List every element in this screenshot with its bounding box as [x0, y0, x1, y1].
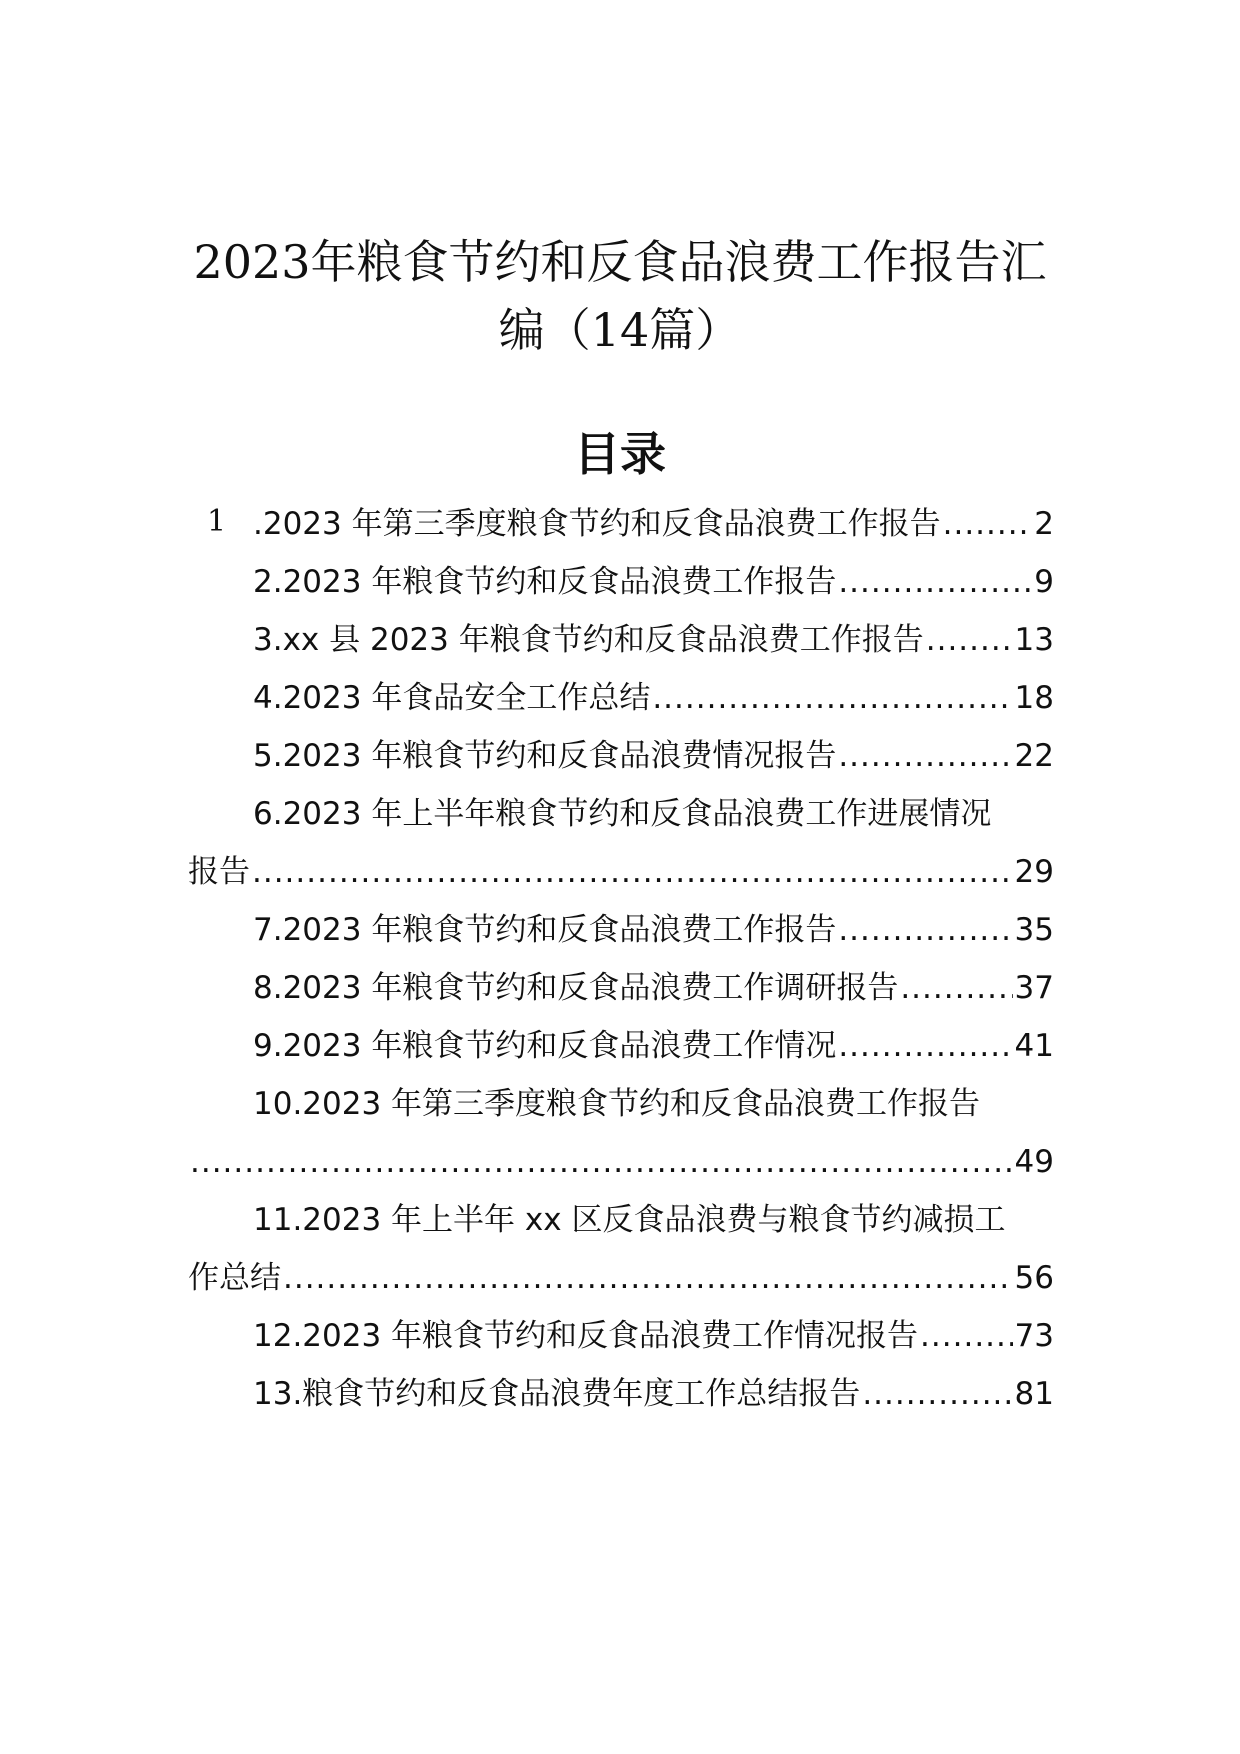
toc-entry-page: 49 [1014, 1144, 1054, 1180]
toc-entry-page: 18 [1014, 680, 1054, 716]
toc-entry-page: 56 [1014, 1260, 1054, 1296]
toc-entry-9[interactable] [253, 1024, 1054, 1068]
toc-entry-page: 13 [1014, 622, 1054, 658]
toc-entry-11[interactable] [253, 1198, 1054, 1242]
toc-leader-dots [838, 1024, 1012, 1068]
toc-entry-7[interactable] [253, 908, 1054, 952]
toc-entry-10-continuation[interactable] [188, 1140, 1054, 1184]
toc-entry-title: 11.2023 年上半年 xx 区反食品浪费与粮食节约减损工 [253, 1202, 1006, 1238]
toc-leader-dots [920, 1314, 1013, 1358]
toc-entry-title: 13.粮食节约和反食品浪费年度工作总结报告 [253, 1376, 861, 1412]
toc-entry-title: 9.2023 年粮食节约和反食品浪费工作情况 [253, 1028, 837, 1064]
toc-entry-title: 8.2023 年粮食节约和反食品浪费工作调研报告 [253, 970, 899, 1006]
toc-entry-5[interactable] [253, 734, 1054, 778]
toc-entry-title: 10.2023 年第三季度粮食节约和反食品浪费工作报告 [253, 1086, 981, 1122]
toc-entry-11-continuation[interactable] [188, 1256, 1054, 1300]
toc-entry-title: 2.2023 年粮食节约和反食品浪费工作报告 [253, 564, 837, 600]
toc-entry-page: 22 [1014, 738, 1054, 774]
toc-entry-page: 37 [1014, 970, 1054, 1006]
toc-entry-title-continuation: 报告 [188, 854, 250, 890]
toc-entry-title: .2023 年第三季度粮食节约和反食品浪费工作报告 [253, 506, 941, 542]
toc-entry-13[interactable] [253, 1372, 1054, 1416]
toc-leader-dots [838, 908, 1012, 952]
toc-leader-dots [838, 560, 1032, 604]
toc-leader-dots [926, 618, 1013, 662]
toc-leader-dots [862, 1372, 1012, 1416]
toc-entry-1[interactable] [253, 502, 1054, 546]
document-title-line-1: 2023年粮食节约和反食品浪费工作报告汇 [193, 235, 1047, 289]
toc-entry-page: 9 [1034, 564, 1054, 600]
toc-entry-page: 35 [1014, 912, 1054, 948]
toc-entry-8[interactable] [253, 966, 1054, 1010]
toc-leader-dots [190, 1140, 1013, 1184]
toc-entry-title-continuation: 作总结 [188, 1260, 281, 1296]
toc-leader-dots [652, 676, 1012, 720]
toc-entry-page: 73 [1014, 1318, 1054, 1354]
toc-entry-page: 41 [1014, 1028, 1054, 1064]
toc-leader-dots [838, 734, 1012, 778]
toc-leader-dots [283, 1256, 1013, 1300]
toc-leader-dots [900, 966, 1012, 1010]
toc-entry-3[interactable] [253, 618, 1054, 662]
document-title-line-2: 编（14篇） [498, 303, 742, 357]
toc-leader-dots [943, 502, 1033, 546]
toc-entry-title: 12.2023 年粮食节约和反食品浪费工作情况报告 [253, 1318, 919, 1354]
toc-entry-title: 4.2023 年食品安全工作总结 [253, 680, 651, 716]
toc-entry-title: 7.2023 年粮食节约和反食品浪费工作报告 [253, 912, 837, 948]
toc-entry-12[interactable] [253, 1314, 1054, 1358]
toc-entry-title: 5.2023 年粮食节约和反食品浪费情况报告 [253, 738, 837, 774]
toc-entry-2[interactable] [253, 560, 1054, 604]
toc-entry-page: 81 [1014, 1376, 1054, 1412]
toc-entry-6[interactable] [253, 792, 1054, 836]
toc-entry-page: 2 [1034, 506, 1054, 542]
toc-entry-10[interactable] [253, 1082, 1054, 1126]
toc-entry-4[interactable] [253, 676, 1054, 720]
toc-heading: 目录 [574, 427, 666, 481]
toc-entry-title: 6.2023 年上半年粮食节约和反食品浪费工作进展情况 [253, 796, 992, 832]
toc-entry-page: 29 [1014, 854, 1054, 890]
toc-leader-dots [252, 850, 1013, 894]
toc-entry-title: 3.xx 县 2023 年粮食节约和反食品浪费工作报告 [253, 622, 924, 658]
stray-entry-number: 1 [207, 504, 227, 539]
toc-entry-6-continuation[interactable] [188, 850, 1054, 894]
